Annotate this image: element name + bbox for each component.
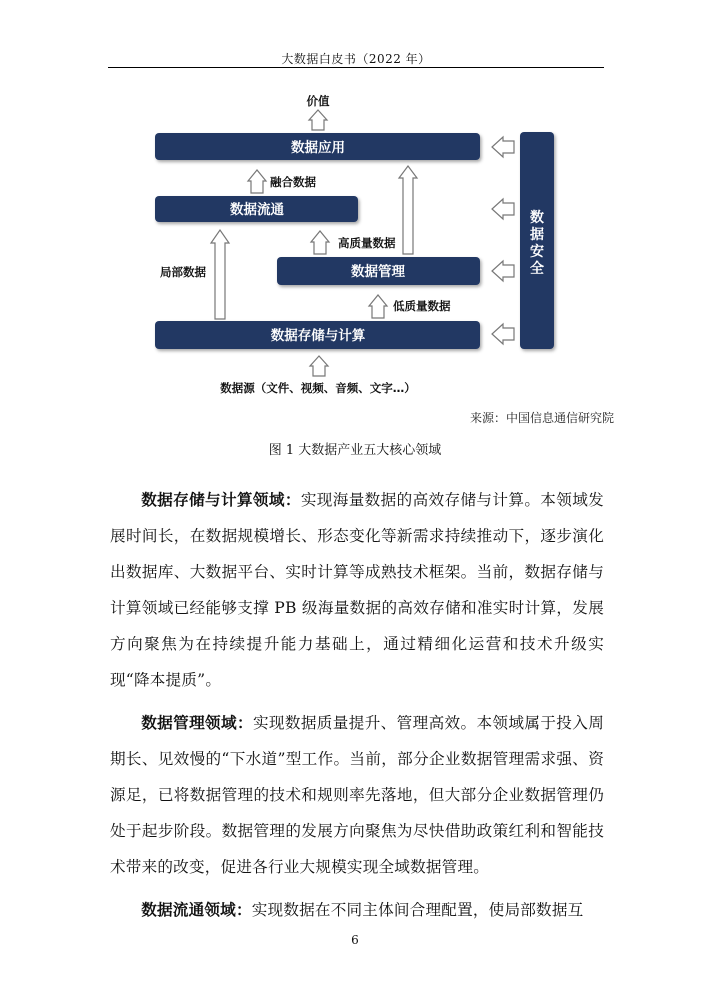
text-management: 实现数据质量提升、管理高效。本领域属于投入周期长、见效慢的“下水道”型工作。当前，部分企业数据管理需求强、资源足，已将数据管理的技术和规则率先落地，但大部分企业数据管理仍处于起步阶段。数据管理的发展方向聚焦为尽快借助政策红利和智能技术带来的改变，促进各行业大规模实现全域数据管理。 <box>110 714 605 876</box>
arrow-low-quality-data <box>369 295 387 318</box>
box-management-label: 数据管理 <box>351 264 405 280</box>
arrow-from-source <box>310 356 328 376</box>
arrow-mgmt-to-application <box>399 166 417 254</box>
figure-source-note: 来源：中国信息通信研究院 <box>469 411 614 425</box>
arrow-security-management <box>492 261 514 281</box>
box-storage-label: 数据存储与计算 <box>270 328 366 344</box>
paragraph-circulation <box>110 892 604 928</box>
box-circulation-label: 数据流通 <box>230 202 284 218</box>
arrow-security-application <box>492 137 514 157</box>
arrow-security-circulation <box>492 199 514 219</box>
industry-diagram <box>0 0 710 400</box>
page-number: 6 <box>351 933 359 947</box>
term-storage: 数据存储与计算领域： <box>141 491 301 509</box>
label-local-data: 局部数据 <box>160 265 206 279</box>
term-circulation: 数据流通领域： <box>141 901 252 919</box>
box-application-label: 数据应用 <box>291 140 345 156</box>
text-storage: 实现海量数据的高效存储与计算。本领域发展时间长，在数据规模增长、形态变化等新需求持续推动下，逐步演化出数据库、大数据平台、实时计算等成熟技术框架。当前，数据存储与计算领域已经能够支撑 PB 级海量数据的高效存储和准实时计算，发展方向聚焦为在持续提升能力基础上，通过精细化运营和技术升级实现“降本提质”。 <box>110 491 604 689</box>
term-management: 数据管理领域： <box>141 714 253 732</box>
label-high-quality-data: 高质量数据 <box>338 236 396 250</box>
arrow-high-quality-data <box>311 231 329 254</box>
arrow-fused-data <box>248 170 266 193</box>
body-text <box>110 482 604 935</box>
figure-caption: 图 1 大数据产业五大核心领域 <box>268 443 442 458</box>
data-source-label: 数据源（文件、视频、音频、文字…） <box>220 381 416 395</box>
box-security-label-0: 数 <box>530 210 544 226</box>
arrow-to-value <box>309 110 327 130</box>
value-label: 价值 <box>306 94 330 108</box>
paragraph-storage <box>110 482 604 698</box>
label-fused-data: 融合数据 <box>270 175 316 189</box>
label-low-quality-data: 低质量数据 <box>393 299 451 313</box>
page-header: 大数据白皮书（2022 年） <box>281 52 431 66</box>
arrow-local-data <box>211 230 229 319</box>
text-circulation: 实现数据在不同主体间合理配置，使局部数据互 <box>251 901 584 919</box>
paragraph-management <box>110 705 604 885</box>
box-security-label-2: 安 <box>530 244 544 260</box>
box-security-label-1: 据 <box>530 227 544 243</box>
arrow-security-storage <box>492 324 514 344</box>
box-security-label-3: 全 <box>530 261 544 277</box>
